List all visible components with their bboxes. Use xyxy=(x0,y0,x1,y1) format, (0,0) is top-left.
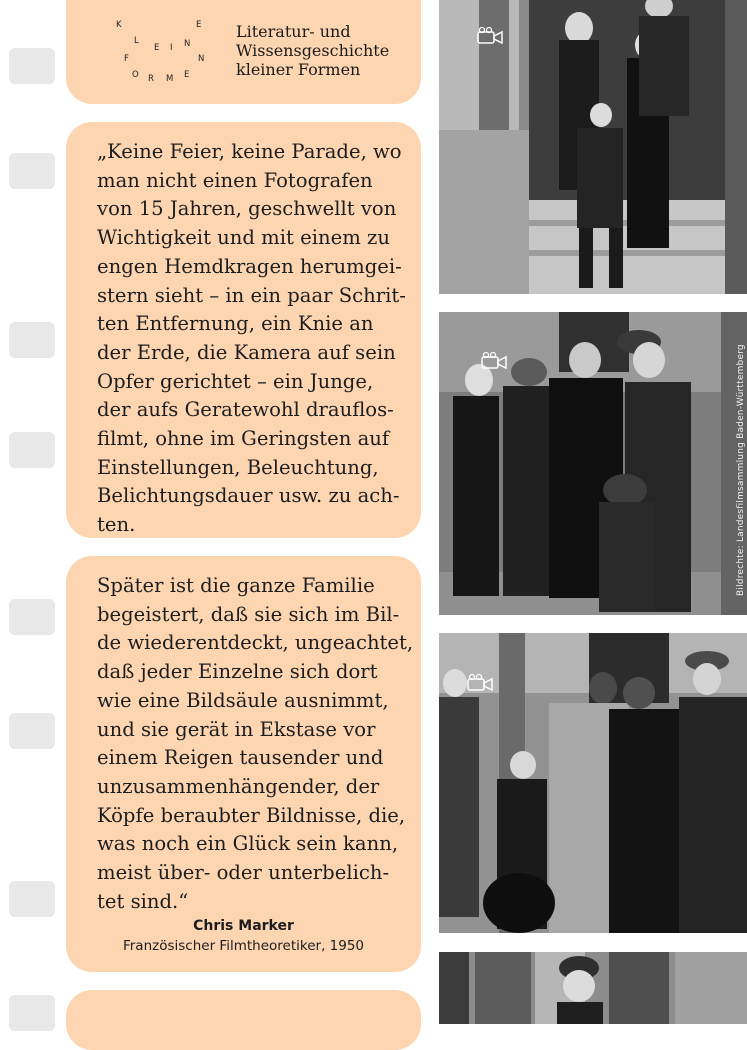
quote-line: Opfer gerichtet – ein Junge, xyxy=(97,369,374,393)
logo-card xyxy=(66,0,421,104)
quote-line: daß jeder Einzelne sich dort xyxy=(97,660,378,684)
quote-line: und sie gerät in Ekstase vor xyxy=(97,717,376,741)
logo-letter: N xyxy=(184,39,191,49)
film-camera-icon xyxy=(466,673,496,693)
logo-letter: O xyxy=(132,70,139,80)
quote-line: der aufs Geratewohl drauflos- xyxy=(97,398,394,422)
quote-line: tet sind.“ xyxy=(97,889,189,913)
film-perforation xyxy=(9,153,55,189)
logo-letter: E xyxy=(184,70,190,80)
logo-letter: K xyxy=(116,20,122,30)
quote-line: de wiederentdeckt, ungeachtet, xyxy=(97,631,414,655)
logo-text-line: Wissensgeschichte xyxy=(236,41,390,60)
quote-author: Chris Marker xyxy=(193,918,294,934)
quote-line: ten Entfernung, ein Knie an xyxy=(97,312,374,336)
quote-card xyxy=(66,122,421,538)
quote-line: Einstellungen, Beleuchtung, xyxy=(97,455,379,479)
quote-line: ten. xyxy=(97,513,136,537)
quote-line: filmt, ohne im Geringsten auf xyxy=(97,427,390,451)
film-perforation xyxy=(9,48,55,84)
film-perforation xyxy=(9,599,55,635)
quote-line: stern sieht – in ein paar Schrit- xyxy=(97,283,406,307)
quote-line: wie eine Bildsäule ausnimmt, xyxy=(97,688,389,712)
quote-line: von 15 Jahren, geschwellt von xyxy=(97,197,397,221)
logo-letter: L xyxy=(134,36,139,46)
quote-line: begeistert, daß sie sich im Bil- xyxy=(97,602,400,626)
quote-line: meist über- oder unterbelich- xyxy=(97,861,390,885)
film-perforation xyxy=(9,713,55,749)
logo-letter: R xyxy=(148,74,154,84)
quote-line: unzusammenhängender, der xyxy=(97,774,380,798)
quote-line: was noch ein Glück sein kann, xyxy=(97,832,399,856)
logo-text-line: kleiner Formen xyxy=(236,60,361,79)
film-perforation xyxy=(9,322,55,358)
quote-line: engen Hemdkragen herumgei- xyxy=(97,254,402,278)
quote-card xyxy=(66,556,421,972)
logo-letter: E xyxy=(196,20,202,30)
logo-letter: I xyxy=(170,43,173,53)
film-perforation xyxy=(9,432,55,468)
quote-line: Später ist die ganze Familie xyxy=(97,574,375,597)
quote-line: Köpfe beraubter Bildnisse, die, xyxy=(97,803,406,827)
logo-text-line: Literatur- und xyxy=(236,22,351,41)
film-perforation xyxy=(9,995,55,1031)
film-still-4 xyxy=(439,952,747,1024)
quote-line: man nicht einen Fotografen xyxy=(97,168,373,192)
next-card-preview xyxy=(66,990,421,1050)
logo-letter: M xyxy=(166,74,174,84)
quote-text xyxy=(97,572,414,916)
quote-line: Wichtigkeit und mit einem zu xyxy=(97,226,390,250)
quote-text xyxy=(97,138,407,540)
logo-letter: N xyxy=(198,54,205,64)
film-camera-icon xyxy=(476,26,506,46)
logo-letter: F xyxy=(124,54,129,64)
quote-line: der Erde, die Kamera auf sein xyxy=(97,340,396,364)
quote-line: „Keine Feier, keine Parade, wo xyxy=(97,140,402,163)
image-credit: Bildrechte: Landesfilmsammlung Baden-Württemberg xyxy=(736,344,746,596)
quote-author-role: Französischer Filmtheoretiker, 1950 xyxy=(122,938,365,954)
logo-letter: E xyxy=(154,43,160,53)
quote-line: einem Reigen tausender und xyxy=(97,746,384,770)
film-perforation xyxy=(9,881,55,917)
logo-wordmark xyxy=(236,22,416,79)
kleine-formen-logo xyxy=(114,16,226,86)
quote-line: Belichtungsdauer usw. zu ach- xyxy=(97,484,400,508)
film-camera-icon xyxy=(480,351,510,371)
